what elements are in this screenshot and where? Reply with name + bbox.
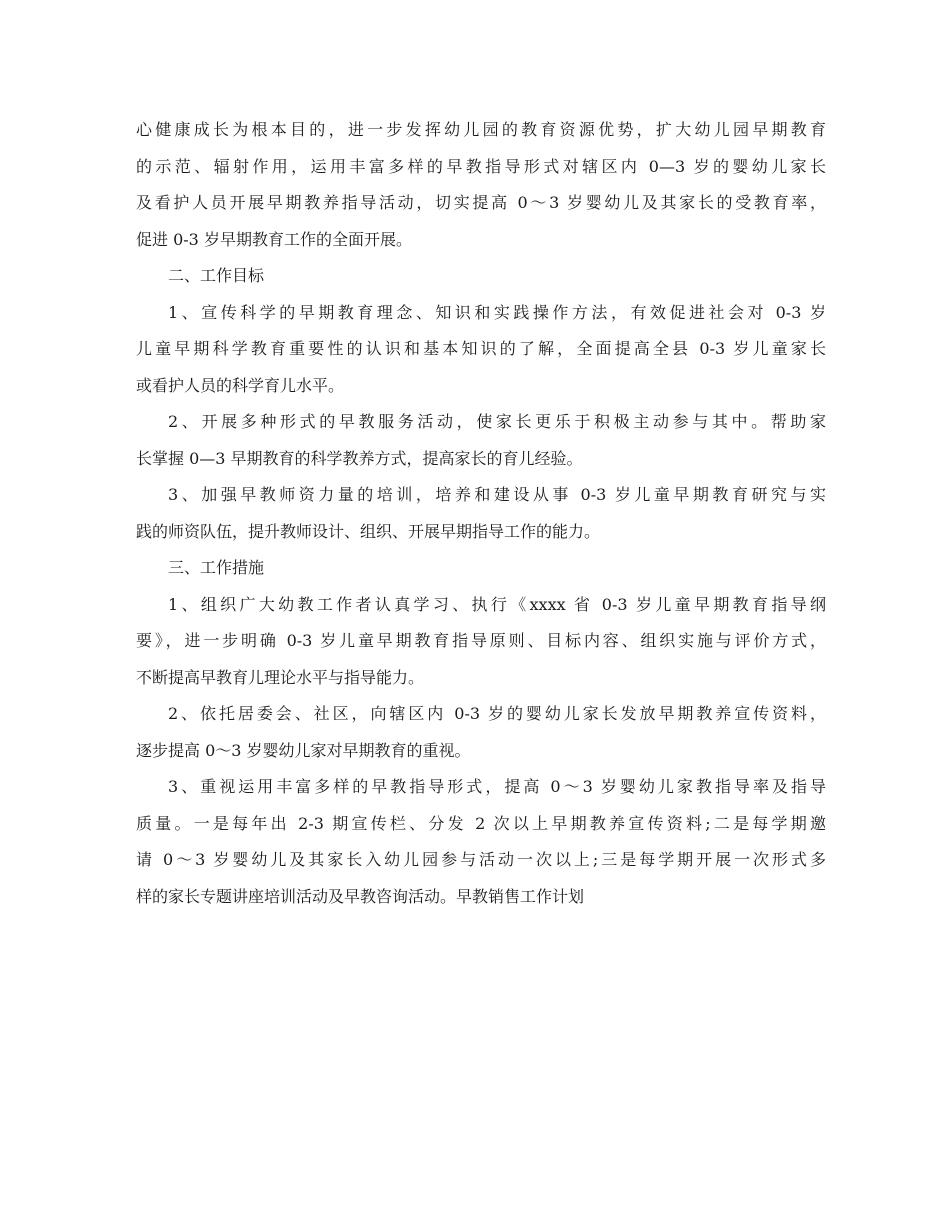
paragraph-goal-3 (136, 477, 826, 550)
text-line: 3、重视运用丰富多样的早教指导形式，提高 0～3 岁婴幼儿家教指导率及指导 (168, 777, 826, 796)
text-line: 长掌握 0—3 早期教育的科学教养方式，提高家长的育儿经验。 (136, 448, 583, 468)
text-line: 儿童早期科学教育重要性的认识和基本知识的了解，全面提高全县 0-3 岁儿童家长 (136, 339, 826, 358)
paragraph-measure-3 (136, 769, 826, 915)
text-line: 请 0～3 岁婴幼儿及其家长入幼儿园参与活动一次以上;三是每学期开展一次形式多 (136, 850, 826, 869)
section-heading-goals: 二、工作目标 (168, 266, 265, 285)
text-line: 或看护人员的科学育儿水平。 (136, 375, 345, 395)
text-line: 心健康成长为根本目的，进一步发挥幼儿园的教育资源优势，扩大幼儿园早期教育 (136, 120, 826, 139)
paragraph-goal-1 (136, 295, 826, 405)
text-line: 的示范、辐射作用，运用丰富多样的早教指导形式对辖区内 0—3 岁的婴幼儿家长 (136, 156, 826, 176)
text-line: 1、宣传科学的早期教育理念、知识和实践操作方法，有效促进社会对 0-3 岁 (168, 302, 826, 322)
document-body (136, 112, 826, 915)
text-line: 及看护人员开展早期教养指导活动，切实提高 0～3 岁婴幼儿及其家长的受教育率， (136, 193, 826, 212)
text-line: 不断提高早教育儿理论水平与指导能力。 (136, 667, 425, 687)
text-line: 促进 0-3 岁早期教育工作的全面开展。 (136, 229, 412, 249)
text-line: 要》，进一步明确 0-3 岁儿童早期教育指导原则、目标内容、组织实施与评价方式， (136, 631, 826, 650)
text-line: 逐步提高 0～3 岁婴幼儿家对早期教育的重视。 (136, 740, 471, 760)
text-line: 质量。一是每年出 2-3 期宣传栏、分发 2 次以上早期教养宣传资料;二是每学期邀 (136, 813, 826, 833)
text-line: 践的师资队伍，提升教师设计、组织、开展早期指导工作的能力。 (136, 521, 601, 541)
text-line: 2、开展多种形式的早教服务活动，使家长更乐于积极主动参与其中。帮助家 (168, 412, 826, 431)
text-line: 2、依托居委会、社区，向辖区内 0-3 岁的婴幼儿家长发放早期教养宣传资料， (168, 704, 826, 723)
paragraph-goal-2 (136, 404, 826, 477)
text-line: 1、组织广大幼教工作者认真学习、执行《xxxx 省 0-3 岁儿童早期教育指导纲 (168, 594, 826, 614)
paragraph-intro (136, 112, 826, 258)
paragraph-measure-2 (136, 696, 826, 769)
paragraph-measure-1 (136, 587, 826, 697)
section-heading-measures: 三、工作措施 (168, 558, 265, 577)
text-line: 样的家长专题讲座培训活动及早教咨询活动。早教销售工作计划 (136, 886, 585, 906)
text-line: 3、加强早教师资力量的培训，培养和建设从事 0-3 岁儿童早期教育研究与实 (168, 485, 826, 504)
